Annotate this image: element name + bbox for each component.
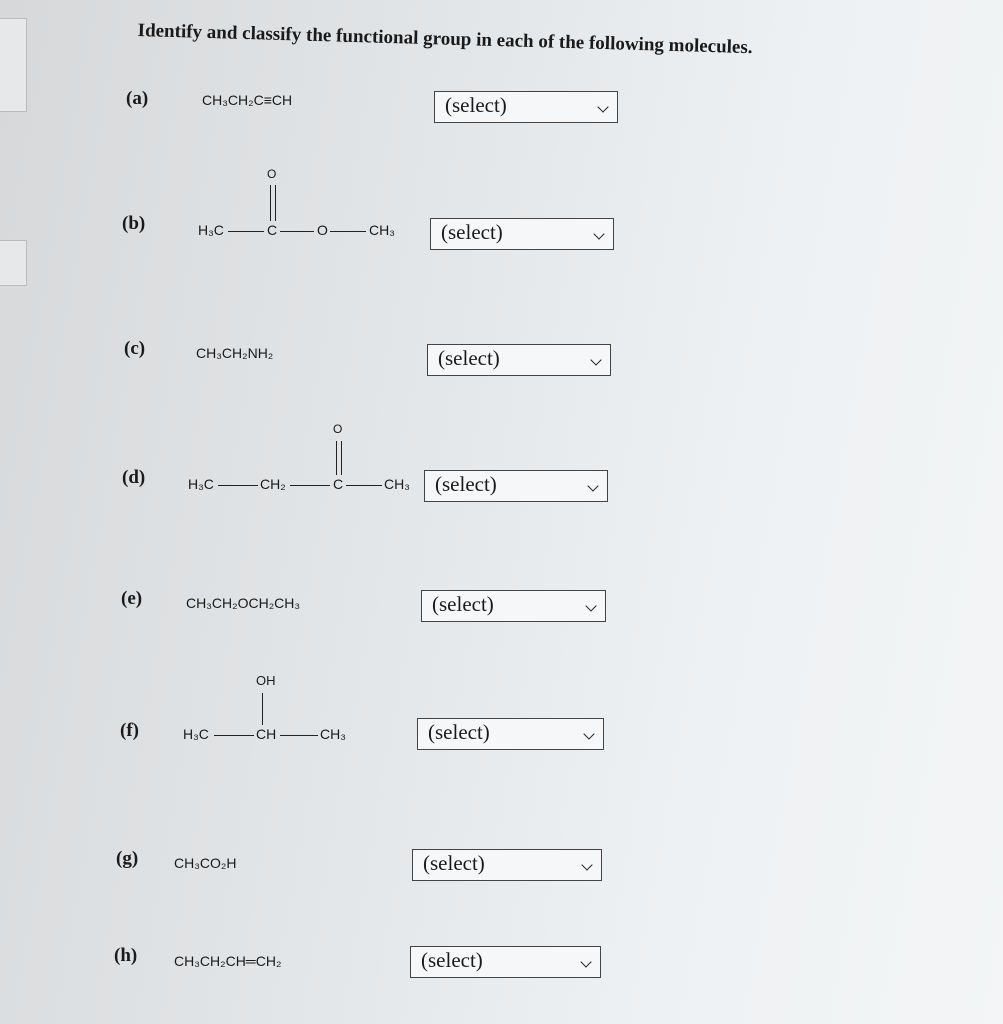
bond [218, 485, 258, 486]
select-value: (select) [423, 851, 485, 875]
chevron-down-icon [585, 600, 596, 611]
formula-e: CH₃CH₂OCH₂CH₃ [186, 595, 301, 611]
atom-h3c: H₃C [188, 476, 214, 492]
atom-c: C [267, 222, 278, 238]
chevron-down-icon [583, 728, 594, 739]
bond [330, 231, 366, 232]
item-label-g: (g) [116, 848, 139, 869]
item-label-e: (e) [121, 588, 143, 609]
double-bond [270, 185, 271, 221]
atom-oh: OH [256, 673, 276, 688]
bond [280, 231, 314, 232]
item-label-c: (c) [124, 338, 146, 359]
formula-a: CH₃CH₂C≡CH [202, 92, 293, 108]
formula-c: CH₃CH₂NH₂ [196, 345, 274, 361]
select-value: (select) [445, 93, 507, 117]
select-value: (select) [421, 948, 483, 972]
atom-o-carbonyl: O [267, 167, 277, 181]
select-value: (select) [435, 472, 497, 496]
select-h[interactable] [410, 946, 601, 978]
question-heading: Identify and classify the functional group in each of the following molecules. [137, 20, 753, 59]
double-bond [275, 185, 276, 221]
background-window-edge [0, 240, 27, 286]
atom-ch3: CH₃ [384, 476, 410, 492]
select-a[interactable] [434, 91, 618, 123]
bond [214, 735, 254, 736]
bond [280, 735, 318, 736]
select-c[interactable] [427, 344, 611, 376]
atom-ch: CH [256, 726, 277, 742]
chevron-down-icon [587, 480, 598, 491]
item-label-a: (a) [126, 88, 149, 109]
bond [228, 231, 264, 232]
select-b[interactable] [430, 218, 614, 250]
select-g[interactable] [412, 849, 602, 881]
select-f[interactable] [417, 718, 604, 750]
bond [346, 485, 382, 486]
chevron-down-icon [590, 354, 601, 365]
atom-c: C [333, 476, 344, 492]
item-label-h: (h) [114, 945, 138, 966]
double-bond [341, 441, 342, 475]
atom-o-carbonyl: O [333, 422, 343, 436]
item-label-d: (d) [122, 467, 146, 488]
chevron-down-icon [580, 956, 591, 967]
atom-ch3: CH₃ [369, 222, 395, 238]
bond [290, 485, 330, 486]
double-bond [336, 441, 337, 475]
background-window-edge [0, 18, 27, 112]
select-e[interactable] [421, 590, 606, 622]
chevron-down-icon [597, 101, 608, 112]
select-value: (select) [441, 220, 503, 244]
formula-g: CH₃CO₂H [174, 855, 237, 871]
atom-o: O [317, 222, 328, 238]
select-value: (select) [428, 720, 490, 744]
single-bond [262, 693, 263, 725]
atom-ch2: CH₂ [260, 476, 286, 492]
chevron-down-icon [581, 859, 592, 870]
item-label-f: (f) [120, 720, 139, 741]
atom-h3c: H₃C [198, 222, 224, 238]
chevron-down-icon [593, 228, 604, 239]
select-d[interactable] [424, 470, 608, 502]
atom-ch3: CH₃ [320, 726, 346, 742]
formula-h: CH₃CH₂CH═CH₂ [174, 953, 282, 969]
select-value: (select) [438, 346, 500, 370]
item-label-b: (b) [122, 213, 146, 234]
atom-h3c: H₃C [183, 726, 209, 742]
select-value: (select) [432, 592, 494, 616]
